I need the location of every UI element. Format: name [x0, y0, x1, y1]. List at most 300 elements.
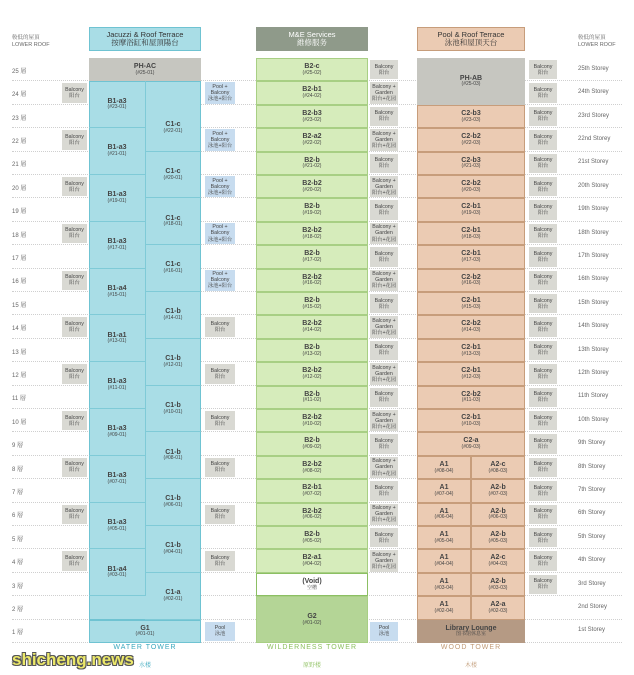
unit-code: (#13-02)	[302, 350, 322, 357]
header-cn: 泳池和屋顶天台	[444, 38, 498, 47]
balcony-label-cn: 阳台	[69, 233, 80, 240]
floor-label-left: 8 層	[12, 466, 24, 473]
balcony-wilderness	[370, 154, 398, 173]
unit-code: (#15-03)	[461, 303, 481, 310]
floor-label-right: 6th Storey	[578, 510, 606, 517]
water-unit-b[interactable]	[89, 409, 145, 456]
unit-code: (#25-01)	[135, 69, 155, 76]
unit-code: (#16-01)	[163, 268, 183, 275]
unit-name: B2-b2	[302, 414, 322, 422]
library-en: Library Lounge	[445, 624, 497, 632]
floor-label-right: 25th Storey	[578, 65, 609, 72]
unit-name: B1-a4	[107, 565, 127, 573]
balcony-label-cn: 阳台	[537, 163, 549, 170]
balcony-label-cn: 阳台	[537, 514, 549, 521]
wood-unit-a1[interactable]	[417, 479, 471, 502]
balcony-label: Balcony	[65, 87, 84, 93]
water-unit-b[interactable]	[89, 222, 145, 269]
balcony-wood	[529, 505, 557, 524]
unit-code: (#04-01)	[163, 548, 183, 555]
floor-label-left: 11 層	[12, 396, 26, 403]
pool-water	[205, 622, 235, 641]
unit-code: (#04-03)	[488, 561, 508, 568]
lower-roof-cn: 較低的屋頂	[578, 35, 606, 41]
unit-code: (#08-04)	[434, 467, 454, 474]
unit-name: C2-b3	[461, 109, 481, 117]
wilderness-unit[interactable]	[256, 362, 368, 385]
unit-name: B2-b2	[302, 507, 322, 515]
wilderness-unit[interactable]	[256, 549, 368, 572]
wood-unit-a2[interactable]	[471, 503, 525, 526]
wilderness-unit[interactable]	[256, 315, 368, 338]
wilderness-unit[interactable]	[256, 58, 368, 81]
water-unit-c[interactable]	[145, 479, 201, 526]
balcony-garden-wilderness	[370, 270, 398, 291]
water-unit-c[interactable]	[145, 526, 201, 573]
footer-cn: 原野楼	[302, 662, 321, 669]
balcony-label: Balcony	[65, 180, 84, 187]
wood-unit-c[interactable]	[417, 128, 525, 151]
balcony_garden-cn: 阳台+花园	[371, 96, 397, 103]
balcony-right-water	[205, 364, 235, 383]
balcony-label: Balcony	[533, 157, 553, 164]
wilderness-unit[interactable]	[256, 128, 368, 151]
wood-unit-a2[interactable]	[471, 549, 525, 572]
balcony_garden-l2: Garden	[375, 324, 393, 331]
balcony-garden-wilderness	[370, 504, 398, 525]
balcony-wood	[529, 83, 557, 102]
water-unit-c[interactable]	[145, 339, 201, 386]
balcony-label-cn: 阳台	[537, 327, 549, 334]
pool-balcony-water	[205, 176, 235, 197]
wilderness-unit[interactable]	[256, 292, 368, 315]
unit-name: C2-b3	[461, 156, 481, 164]
wood-unit-a1[interactable]	[417, 573, 471, 596]
balcony-label: Balcony	[210, 555, 230, 561]
wilderness-tower-footer	[240, 636, 384, 671]
wood-unit-a1[interactable]	[417, 596, 471, 619]
balcony_garden-l1: Balcony +	[372, 364, 396, 371]
header-en: M&E Services	[288, 30, 336, 40]
wood-unit-a2[interactable]	[471, 596, 525, 619]
unit-code: (#05-04)	[434, 537, 454, 544]
unit-code: (#05-03)	[488, 537, 508, 544]
water-unit-c[interactable]	[145, 198, 201, 245]
unit-code: (#06-03)	[488, 514, 508, 521]
wilderness-unit[interactable]	[256, 409, 368, 432]
wood-unit-a2[interactable]	[471, 479, 525, 502]
unit-code: (#03-03)	[488, 584, 508, 591]
wilderness-unit[interactable]	[256, 339, 368, 362]
water-unit-b[interactable]	[89, 128, 145, 175]
balcony-label-cn: 阳台	[537, 420, 549, 427]
water-unit-c[interactable]	[145, 105, 201, 152]
balcony-label: Balcony	[210, 414, 230, 421]
balcony-label: Balcony	[374, 204, 394, 210]
wood-unit-a2[interactable]	[471, 526, 525, 549]
balcony-label-cn: 阳台	[378, 69, 390, 76]
floor-label-right: 3rd Storey	[578, 580, 606, 587]
balcony_garden-l2: Garden	[375, 90, 393, 97]
wilderness-unit[interactable]	[256, 503, 368, 526]
balcony-label-cn: 阳台	[537, 584, 549, 591]
unit-code: (#11-01)	[107, 385, 127, 392]
floor-label-right: 14th Storey	[578, 323, 609, 330]
balcony_garden-cn: 阳台+花园	[371, 330, 397, 337]
wood-unit-c[interactable]	[417, 269, 525, 292]
wood-unit-a1[interactable]	[417, 526, 471, 549]
balcony-label: Balcony	[65, 508, 84, 515]
balcony_garden-l1: Balcony +	[372, 505, 396, 512]
balcony-label: Balcony	[374, 484, 394, 491]
unit-name: B2-b	[304, 297, 320, 305]
unit-name: B1-a3	[107, 425, 127, 433]
water-unit-b[interactable]	[89, 81, 145, 128]
wood-unit-a2[interactable]	[471, 456, 525, 479]
wood-unit-c[interactable]	[417, 386, 525, 409]
wood-unit-c[interactable]	[417, 409, 525, 432]
water-unit-b[interactable]	[89, 315, 145, 362]
balcony-label-cn: 阳台	[378, 256, 390, 263]
unit-code: (#02-01)	[163, 595, 183, 602]
floor-label-right: 15th Storey	[578, 299, 609, 306]
unit-name: C2-b2	[461, 133, 481, 141]
unit-code: (#23-01)	[107, 104, 127, 111]
wilderness-unit[interactable]	[256, 222, 368, 245]
balcony-wood	[529, 434, 557, 453]
floor-label-right: 20th Storey	[578, 182, 609, 189]
pool-label: Pool	[214, 625, 226, 632]
floor-label-left: 9 層	[12, 443, 24, 450]
water-unit-c[interactable]	[145, 573, 201, 620]
floor-label-right: 10th Storey	[578, 416, 609, 423]
unit-code: (#09-03)	[461, 444, 481, 451]
wood-unit-a1[interactable]	[417, 456, 471, 479]
unit-code: (#22-02)	[302, 139, 322, 146]
unit-name: B1-a3	[107, 144, 127, 152]
balcony-label-cn: 阳台	[378, 210, 390, 217]
unit-name: PH-AC	[133, 63, 157, 71]
unit-name: C1-c	[165, 121, 181, 129]
wood-unit-c[interactable]	[417, 362, 525, 385]
water-unit-b[interactable]	[89, 549, 145, 596]
wilderness-unit[interactable]	[256, 386, 368, 409]
header-cn: 按摩浴缸和屋頂陽台	[111, 38, 179, 47]
balcony_garden-l1: Balcony +	[372, 130, 396, 137]
wood-unit-c[interactable]	[417, 152, 525, 175]
wood-unit-a2[interactable]	[471, 573, 525, 596]
balcony-label-cn: 阳台	[69, 373, 80, 380]
wilderness-unit[interactable]	[256, 198, 368, 221]
water-unit-b[interactable]	[89, 269, 145, 316]
unit-code: (#07-03)	[488, 490, 508, 497]
unit-code: (#02-03)	[488, 607, 508, 614]
unit-code: (#07-01)	[107, 478, 127, 485]
balcony-label: Balcony	[210, 508, 230, 515]
floor-label-left: 12 層	[12, 372, 27, 379]
floor-label-left: 13 層	[12, 349, 27, 356]
unit-name: B1-a1	[107, 331, 127, 339]
balcony-label-cn: 阳台	[537, 373, 549, 380]
wood-unit-a1[interactable]	[417, 503, 471, 526]
header-cn: 維修服务	[297, 38, 327, 47]
balcony-label: Balcony	[533, 110, 553, 117]
lower-roof-label-right	[578, 35, 616, 49]
pool_balcony-l1: Pool +	[212, 224, 228, 231]
unit-name: A2-b	[490, 577, 506, 585]
balcony-label: Balcony	[533, 508, 553, 515]
unit-code: (#13-03)	[461, 350, 481, 357]
unit-name: C2-b2	[461, 320, 481, 328]
balcony_garden-cn: 阳台+花园	[371, 236, 397, 243]
balcony-label-cn: 阳台	[537, 210, 549, 217]
water-unit-b[interactable]	[89, 362, 145, 409]
void-cn: 空槽	[306, 584, 317, 591]
pool_balcony-l1: Pool +	[212, 83, 228, 90]
unit-code: (#18-01)	[163, 221, 183, 228]
balcony-label: Balcony	[533, 344, 553, 351]
balcony-label: Balcony	[374, 391, 394, 398]
unit-code: (#08-01)	[163, 455, 183, 462]
floor-label-left: 15 層	[12, 302, 27, 309]
floor-label-right: 23rd Storey	[578, 112, 610, 119]
balcony-label: Balcony	[374, 63, 394, 70]
lower-roof-label-left	[12, 35, 50, 49]
unit-code: (#17-02)	[302, 256, 322, 263]
unit-code: (#12-03)	[461, 373, 481, 380]
unit-name: C2-b1	[461, 226, 481, 234]
balcony-label-cn: 阳台	[378, 397, 390, 404]
unit-name: A2-b	[490, 484, 506, 492]
water-unit-c[interactable]	[145, 386, 201, 433]
floor-label-right: 2nd Storey	[578, 603, 608, 610]
pool_balcony-cn: 泳池+阳台	[207, 142, 233, 149]
balcony-garden-wilderness	[370, 550, 398, 571]
balcony-label: Balcony	[533, 414, 553, 421]
balcony-left-water	[62, 317, 87, 336]
balcony-label-cn: 阳台	[69, 93, 80, 100]
balcony-left-water	[62, 411, 87, 430]
balcony-label: Balcony	[65, 274, 84, 281]
floor-label-right: 17th Storey	[578, 252, 609, 259]
unit-code: (#06-01)	[163, 502, 183, 509]
wilderness-unit[interactable]	[256, 105, 368, 128]
balcony-wood	[529, 200, 557, 219]
balcony-wilderness	[370, 294, 398, 313]
balcony-wilderness	[370, 388, 398, 407]
unit-code: (#15-02)	[302, 303, 322, 310]
balcony-left-water	[62, 83, 87, 102]
unit-name: C1-c	[165, 167, 181, 175]
water-unit-b[interactable]	[89, 456, 145, 503]
pool-label-cn: 泳池	[378, 631, 390, 638]
wood-unit-c[interactable]	[417, 315, 525, 338]
balcony-label-cn: 阳台	[378, 303, 390, 310]
balcony-label: Balcony	[533, 274, 553, 281]
wilderness-unit[interactable]	[256, 152, 368, 175]
wilderness-tower-header	[256, 27, 368, 51]
balcony_garden-cn: 阳台+花园	[371, 189, 397, 196]
unit-code: (#08-02)	[302, 467, 322, 474]
floor-label-left: 5 層	[12, 536, 24, 543]
unit-code: (#22-03)	[461, 139, 481, 146]
unit-code: (#21-02)	[302, 163, 322, 170]
wilderness-unit[interactable]	[256, 175, 368, 198]
water-unit-b[interactable]	[89, 175, 145, 222]
wood-unit-c[interactable]	[417, 292, 525, 315]
wood-unit-c[interactable]	[417, 339, 525, 362]
balcony-label-cn: 阳台	[69, 561, 80, 568]
balcony-label-cn: 阳台	[214, 467, 226, 474]
unit-name: B2-b	[304, 250, 320, 258]
floor-label-left: 23 層	[12, 115, 27, 122]
balcony-label: Balcony	[65, 321, 84, 327]
wood-unit-c[interactable]	[417, 245, 525, 268]
balcony-wood	[529, 341, 557, 360]
balcony-label-cn: 阳台	[537, 561, 549, 568]
balcony-label-cn: 阳台	[214, 514, 226, 521]
unit-code: (#06-04)	[434, 514, 454, 521]
balcony-wood	[529, 411, 557, 430]
wilderness-unit[interactable]	[256, 432, 368, 455]
balcony-wilderness	[370, 434, 398, 453]
balcony_garden-l1: Balcony +	[372, 177, 396, 184]
balcony-left-water	[62, 364, 87, 383]
unit-name: B1-a3	[107, 97, 127, 105]
wilderness-unit[interactable]	[256, 526, 368, 549]
unit-code: (#14-01)	[163, 314, 183, 321]
balcony_garden-l2: Garden	[375, 183, 393, 190]
wood-unit-c[interactable]	[417, 432, 525, 455]
floor-label-right: 24th Storey	[578, 89, 609, 96]
unit-code: (#01-01)	[135, 631, 155, 638]
wood-tower-header	[417, 27, 525, 51]
balcony-left-water	[62, 224, 87, 243]
balcony-label: Balcony	[533, 250, 553, 257]
balcony-label-cn: 阳台	[537, 69, 549, 76]
floor-label-left: 14 層	[12, 326, 27, 333]
unit-code: (#25-03)	[461, 81, 481, 88]
water-unit-c[interactable]	[145, 245, 201, 292]
unit-code: (#13-01)	[107, 338, 127, 345]
unit-code: (#03-01)	[107, 572, 127, 579]
balcony-label-cn: 阳台	[214, 373, 226, 380]
balcony-wilderness	[370, 247, 398, 266]
wilderness-unit[interactable]	[256, 479, 368, 502]
balcony-label: Balcony	[374, 531, 394, 538]
balcony-wilderness	[370, 107, 398, 126]
water-penthouse[interactable]	[89, 58, 201, 81]
balcony-label-cn: 阳台	[378, 116, 390, 123]
balcony-label: Balcony	[374, 438, 394, 444]
water-col-divider	[145, 81, 146, 596]
unit-name: B2-b1	[302, 86, 322, 94]
pool_balcony-l1: Pool +	[212, 271, 228, 278]
floor-label-right: 22nd Storey	[578, 135, 611, 142]
unit-name: G2	[307, 612, 317, 620]
unit-name: C1-c	[165, 261, 181, 269]
pool_balcony-l2: Balcony	[210, 183, 230, 190]
balcony-left-water	[62, 130, 87, 149]
balcony-wood	[529, 271, 557, 290]
unit-name: C2-b1	[461, 414, 481, 422]
balcony-garden-wilderness	[370, 316, 398, 337]
unit-code: (#21-03)	[461, 163, 481, 170]
wood-unit-c[interactable]	[417, 222, 525, 245]
wilderness-unit[interactable]	[256, 456, 368, 479]
balcony_garden-cn: 阳台+花园	[371, 376, 397, 383]
unit-name: A2-a	[490, 601, 506, 609]
balcony-wood	[529, 224, 557, 243]
balcony-label-cn: 阳台	[69, 280, 80, 287]
unit-name: C1-a	[165, 589, 181, 597]
unit-code: (#17-03)	[461, 256, 481, 263]
balcony-label-cn: 阳台	[378, 163, 390, 170]
unit-code: (#10-02)	[302, 420, 322, 427]
pool_balcony-l1: Pool +	[212, 130, 228, 137]
balcony_garden-l1: Balcony +	[372, 411, 396, 418]
balcony-right-water	[205, 505, 235, 524]
unit-name: B2-b	[304, 343, 320, 351]
balcony-left-water	[62, 551, 87, 570]
floor-label-right: 5th Storey	[578, 533, 606, 540]
wood-tower-footer	[417, 636, 525, 671]
unit-name: C2-b1	[461, 343, 481, 351]
floor-label-right: 11th Storey	[578, 393, 609, 400]
pool_balcony-l2: Balcony	[210, 230, 230, 237]
wood-unit-c[interactable]	[417, 105, 525, 128]
balcony-label-cn: 阳台	[537, 93, 549, 100]
wood-unit-a1[interactable]	[417, 549, 471, 572]
water-unit-c[interactable]	[145, 432, 201, 479]
wood-penthouse[interactable]	[417, 58, 525, 105]
unit-code: (#14-03)	[461, 327, 481, 334]
footer-en: WILDERNESS TOWER	[266, 644, 358, 651]
wood-unit-c[interactable]	[417, 175, 525, 198]
unit-name: C1-b	[165, 355, 181, 363]
wilderness-unit[interactable]	[256, 81, 368, 104]
unit-name: C2-b1	[461, 297, 481, 305]
unit-name: A1	[439, 484, 449, 492]
balcony-label-cn: 阳台	[69, 327, 80, 334]
floor-label-right: 13th Storey	[578, 346, 609, 353]
unit-code: (#12-01)	[163, 361, 183, 368]
floor-label-left: 10 層	[12, 419, 27, 426]
balcony-garden-wilderness	[370, 176, 398, 197]
water-unit-c[interactable]	[145, 152, 201, 199]
unit-name: A1	[439, 577, 449, 585]
unit-name: C1-b	[165, 542, 181, 550]
balcony-label-cn: 阳台	[69, 420, 80, 427]
unit-code: (#02-04)	[434, 607, 454, 614]
unit-name: A2-c	[490, 554, 506, 562]
wilderness-unit[interactable]	[256, 245, 368, 268]
water-unit-b[interactable]	[89, 503, 145, 550]
unit-name: C2-b1	[461, 367, 481, 375]
floor-label-left: 4 層	[12, 560, 24, 567]
balcony-label-cn: 阳台	[537, 303, 549, 310]
wilderness-unit[interactable]	[256, 269, 368, 292]
balcony-label: Balcony	[533, 180, 553, 187]
water-unit-c[interactable]	[145, 292, 201, 339]
unit-name: B2-b2	[302, 226, 322, 234]
balcony-label: Balcony	[65, 414, 84, 421]
balcony-wilderness	[370, 60, 398, 79]
balcony_garden-l2: Garden	[375, 417, 393, 424]
pool_balcony-l1: Pool +	[212, 177, 228, 184]
floor-label-left: 6 層	[12, 513, 24, 520]
wood-unit-c[interactable]	[417, 198, 525, 221]
